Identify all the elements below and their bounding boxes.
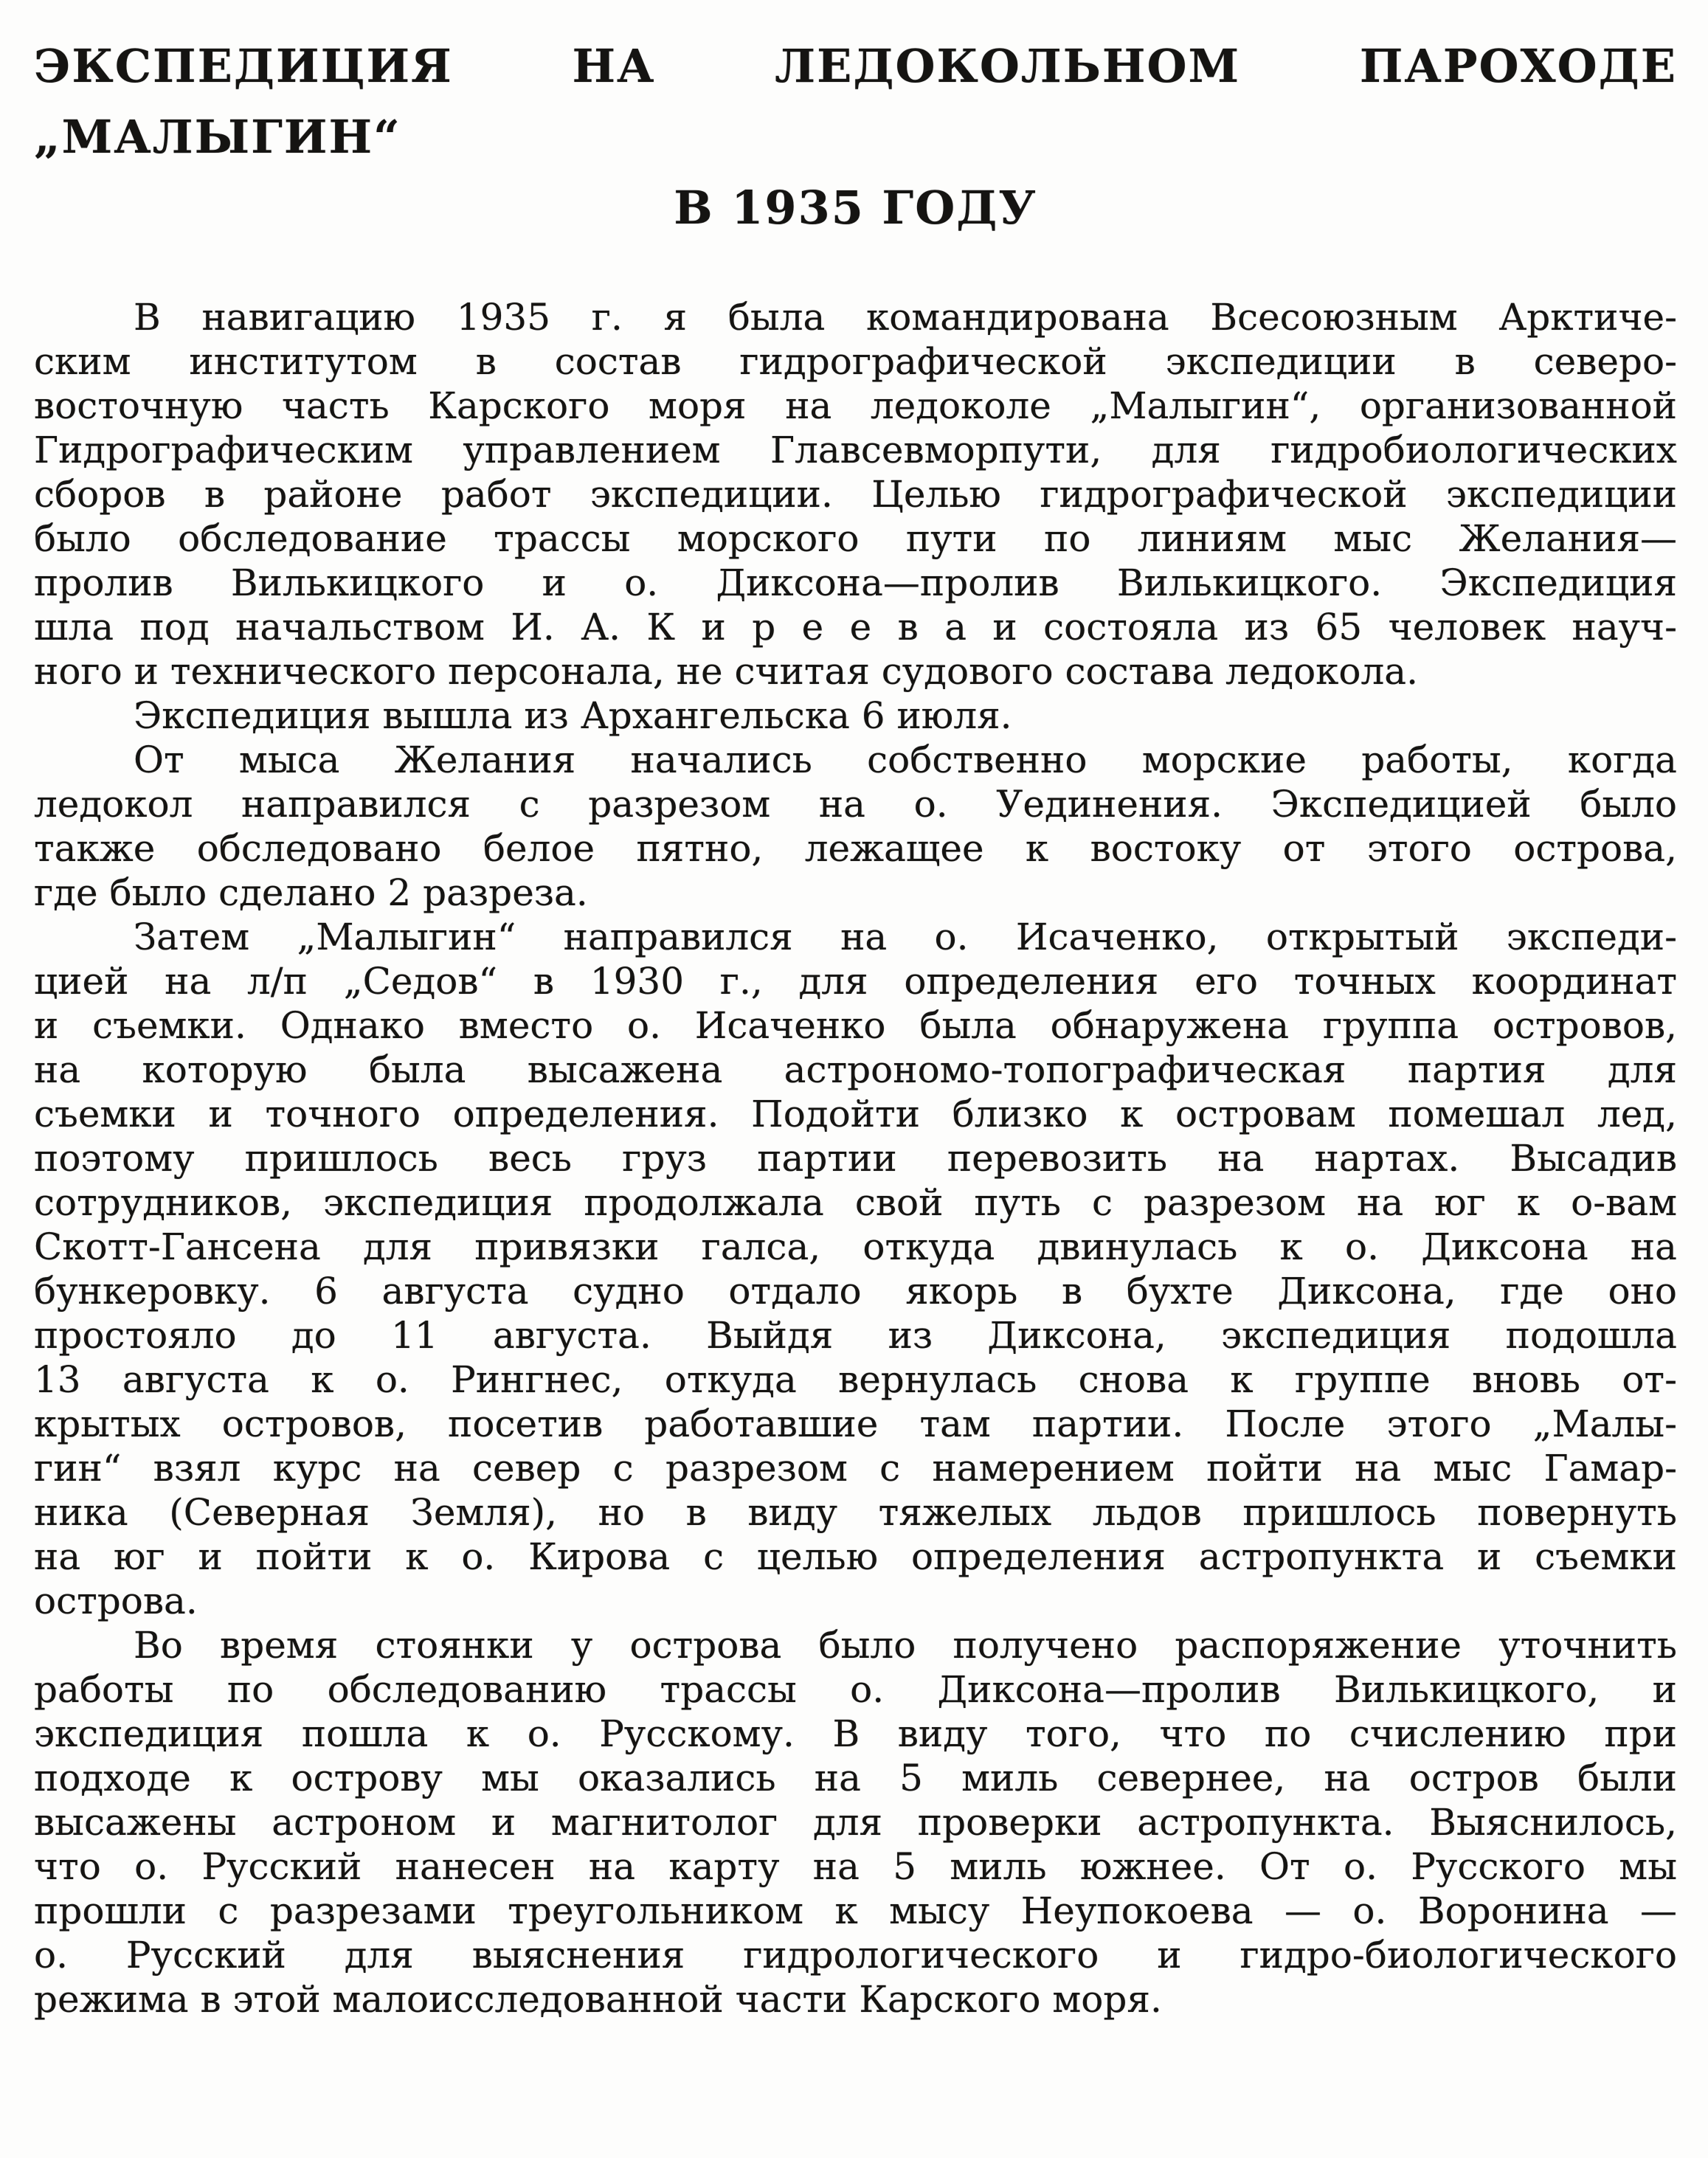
text-line: где было сделано 2 разреза.: [34, 871, 588, 914]
text-line: также обследовано белое пятно, лежащее к востоку от этого острова,: [34, 827, 1677, 870]
text-line: 13 августа к о. Рингнес, откуда вернулась снова к группе вновь от-: [34, 1358, 1677, 1401]
text-line: и съемки. Однако вместо о. Исаченко была обнаружена группа островов,: [34, 1004, 1677, 1047]
text-line: на юг и пойти к о. Кирова с целью определения астропункта и съемки: [34, 1535, 1677, 1578]
text-line: ским институтом в состав гидрографической экспедиции в северо-: [34, 340, 1677, 383]
text-line: гин“ взял курс на север с разрезом с намерением пойти на мыс Гамар-: [34, 1447, 1677, 1490]
text-line: что о. Русский нанесен на карту на 5 миль южнее. От о. Русского мы: [34, 1845, 1677, 1888]
paragraph: [34, 738, 1677, 915]
text-line: поэтому пришлось весь груз партии перевозить на нартах. Высадив: [34, 1137, 1677, 1180]
text-line: Во время стоянки у острова было получено распоряжение уточнить: [134, 1624, 1677, 1667]
text-line: Экспедиция вышла из Архангельска 6 июля.: [134, 694, 1012, 737]
text-line: Скотт-Гансена для привязки галса, откуда двинулась к о. Диксона на: [34, 1225, 1677, 1268]
text-line: От мыса Желания начались собственно морские работы, когда: [134, 739, 1677, 781]
text-line: экспедиция пошла к о. Русскому. В виду того, что по счислению при: [34, 1712, 1677, 1755]
paragraph: [34, 915, 1677, 1623]
document-title-line-2: В 1935 ГОДУ: [674, 181, 1037, 235]
paragraph: [34, 1623, 1677, 2022]
text-line: простояло до 11 августа. Выйдя из Диксона, экспедиция подошла: [34, 1314, 1677, 1357]
text-line: подходе к острову мы оказались на 5 миль севернее, на остров были: [34, 1757, 1677, 1799]
text-line: Гидрографическим управлением Главсевморпути, для гидробиологических: [34, 429, 1677, 471]
text-line: бункеровку. 6 августа судно отдало якорь в бухте Диксона, где оно: [34, 1270, 1677, 1313]
text-line: ника (Северная Земля), но в виду тяжелых льдов пришлось повернуть: [34, 1491, 1677, 1534]
document-body: [34, 295, 1677, 2022]
text-line: о. Русский для выяснения гидрологического и гидро-биологического: [34, 1934, 1677, 1977]
text-line: режима в этой малоисследованной части Карского моря.: [34, 1978, 1162, 2021]
text-line: восточную часть Карского моря на ледоколе „Малыгин“, организованной: [34, 384, 1677, 427]
text-line: прошли с разрезами треугольником к мысу Неупокоева — о. Воронина —: [34, 1889, 1677, 1932]
text-line: работы по обследованию трассы о. Диксона—пролив Вилькицкого, и: [34, 1668, 1677, 1711]
paragraph: [34, 295, 1677, 694]
text-line: Затем „Малыгин“ направился на о. Исаченко, открытый экспеди-: [134, 916, 1677, 958]
document-title: [34, 31, 1677, 243]
text-line: сборов в районе работ экспедиции. Целью гидрографической экспедиции: [34, 473, 1677, 516]
text-line: шла под начальством И. А. К и р е е в а и состояла из 65 человек науч-: [34, 606, 1677, 649]
text-line: на которую была высажена астрономо-топографическая партия для: [34, 1048, 1677, 1091]
text-line: крытых островов, посетив работавшие там партии. После этого „Малы-: [34, 1403, 1677, 1445]
text-line: ледокол направился с разрезом на о. Уединения. Экспедицией было: [34, 783, 1677, 826]
text-line: сотрудников, экспедиция продолжала свой путь с разрезом на юг к о-вам: [34, 1181, 1677, 1224]
text-line: было обследование трассы морского пути по линиям мыс Желания—: [34, 517, 1677, 560]
text-line: острова.: [34, 1580, 198, 1622]
text-line: ного и технического персонала, не считая судового состава ледокола.: [34, 650, 1419, 693]
text-line: пролив Вилькицкого и о. Диксона—пролив Вилькицкого. Экспедиция: [34, 561, 1677, 604]
text-line: высажены астроном и магнитолог для проверки астропункта. Выяснилось,: [34, 1801, 1677, 1844]
paragraph: [34, 694, 1677, 738]
document-title-line-1: ЭКСПЕДИЦИЯ НА ЛЕДОКОЛЬНОМ ПАРОХОДЕ „МАЛЫГИН“: [34, 39, 1677, 164]
text-line: съемки и точного определения. Подойти близко к островам помешал лед,: [34, 1093, 1677, 1135]
text-line: цией на л/п „Седов“ в 1930 г., для определения его точных координат: [34, 960, 1677, 1003]
text-line: В навигацию 1935 г. я была командирована Всесоюзным Арктиче-: [134, 296, 1677, 339]
